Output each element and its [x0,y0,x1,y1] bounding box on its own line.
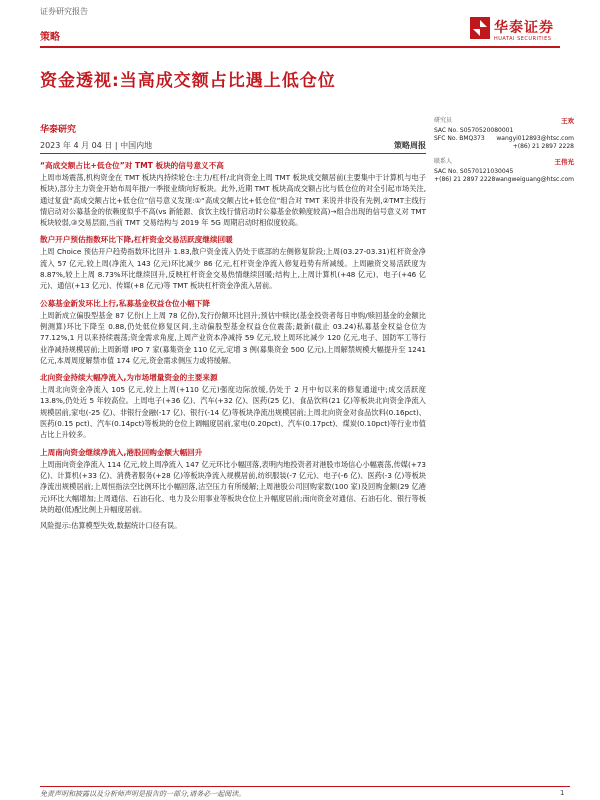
logo-text-cn: 华泰证券 [494,20,554,36]
analyst-name: 王欢 [561,117,574,125]
analyst-contact: SAC No. S0570121030045 wangweiguang@htsc.com [434,168,574,183]
page-number: 1 [560,789,565,797]
dateline-divider [40,153,426,154]
dateline: 2023 年 4 月 04 日 | 中国内地 策略周报 [40,141,426,150]
section-heading: 北向资金持续大幅净流入,为市场增量资金的主要来源 [40,373,218,383]
section-funds [40,298,426,366]
section-signal [40,160,426,228]
section-paragraph: 上周北向资金净流入 105 亿元,较上上周(+110 亿元)强度边际放缓,仍处于 2 月中旬以来的修复通道中;成交活跃度 13.8%,仍处近 5 年较高位。上周电子(+36 亿)、汽车(+32 亿)、医药(25 亿)、食品饮料(21 亿)等板块北向资金净流入规模居前,家电(-25 亿)、非银行金融(-17 亿)、银行(-14 亿)等板块净流出规模居前;上周北向资金对食品饮料(0.16pct)、医药(0.15 pct)、汽车(0.14pct)等板块的仓位上调幅度居前,家电(0.20pct)、汽车(0.17pct)、煤炭(0.10pct)等行业市值占比上升较多。 [40,385,426,440]
analyst-email-link[interactable]: wangweiguang@htsc.com [495,176,574,183]
analyst-contact: SAC No. S0570520080001 wangyi012893@htsc.com [434,127,574,142]
section-heading: 散户开户预估指数环比下降,杠杆资金交易活跃度继续回暖 [40,235,233,245]
analyst-role: 联系人 [434,158,453,165]
firm-name: 华泰研究 [40,125,77,135]
section-heading: 上周南向资金继续净流入,港股回购金额大幅回升 [40,447,203,457]
section-paragraph: 上周新成立偏股型基金 87 亿份(上上周 78 亿份),发行份额环比回升;预估中赎比(基金投资者每日申购/赎回基金的金额比例测算)环比下降至 0.88,仍处低位修复区间,主动偏股型基金权益仓位震荡;最新(截止 03.24)私募基金权益仓位为 77.12%,1 月以来持续震荡;资金需求角度,上周产业资本净减持 59 亿元,较上周环比减少 120 亿元,电子、国防军工等行业净减持规模居前;上周新增 IPO 7 家(募集资金 110 亿元,定增 3 例(募集资金 500 亿元),上周解禁规模大幅提升至 1241 亿元,本周周度解禁市值 174 亿元,资金需求侧压力或将缓解。 [40,310,426,365]
section-paragraph: 上周 Choice 预估开户趋势指数环比回升 1.83,散户资金流入仍处于底部的左侧修复阶段;上周(03.27-03.31)杠杆资金净流入 57 亿元,较上周(净流入 143 亿元)环比减少 86 亿元,杠杆资金净流入修复趋势有所减缓。上周融资交易活跃度为 8.87%,较上上周 8.73%环比继续回升,反映杠杆资金交易热情继续回暖;结构上,上周计算机(+48 亿元)、电子(+46 亿元)、通信(+13 亿元)、传媒(+8 亿元)等 TMT 板块杠杆资金净流入居前。 [40,247,426,291]
report-date: 2023 年 4 月 04 日 [40,141,113,150]
analyst-contact: SFC No. BMQ373 +(86) 21 2897 2228 [434,135,574,150]
huatai-logo [470,15,570,49]
report-type-label: 证券研究报告 [40,7,88,16]
logo-text-en: HUATAI SECURITIES [494,36,552,42]
section-heading: “高成交额占比+低仓位”对 TMT 板块的信号意义不高 [40,161,224,170]
section-northbound [40,372,426,440]
section-tag: 策略 [40,32,60,43]
report-title: 资金透视:当高成交额占比遇上低仓位 [40,71,336,91]
section-heading: 公募基金新发环比上行,私募基金权益仓位小幅下降 [40,298,210,308]
header-divider [40,46,560,48]
report-category: 策略周报 [394,141,426,150]
report-body [40,160,426,531]
section-retail-leverage [40,234,426,291]
analyst-block-1 [434,117,574,151]
section-paragraph: 上周市场震荡,机构资金在 TMT 板块内持续轮仓:主力/杠杆/北向资金上周 TMT 板块成交额居前(主要集中于计算机与电子板块),部分主力资金开始布局年报/一季报业绩向好板块。此外,近期 TMT 板块高成交额占比与低仓位的对全引起市场关注,通过复盘“高成交额占比+低仓位”信号意义发现:①“高成交额占比+低仓位”组合对 TMT 来说并非没有先例,②TMT主线行情启动对公募基金的依赖度似乎不高(vs 新能源、食饮主线行情启动时公募基金依赖度较高)→组合出现的信号意义对 TMT 板块较弱,③交易层面,当前 TMT 交易结构与 2019 年 5G 周期启动时相似度较高。 [40,173,426,228]
analyst-email-link[interactable]: wangyi012893@htsc.com [496,135,574,142]
analyst-block-2: 联系人 王伟光 SAC No. S0570121030045 wangweiguang@htsc.com +(86) 21 2897 2228 [434,158,574,183]
analyst-role: 研究员 [434,117,453,124]
section-southbound [40,447,426,515]
disclaimer-footer: 免责声明和披露以及分析师声明是报告的一部分,请务必一起阅读。 [40,790,246,798]
footer-divider [40,786,570,787]
section-paragraph: 上周南向资金净流入 114 亿元,较上周净流入 147 亿元环比小幅回落,表明内地投资者对港股市场信心小幅震荡,传媒(+73 亿)、计算机(+33 亿)、消费者服务(+28 亿)等板块净流入规模居前,纺织服装(-7 亿元)、电子(-6 亿)、医药(-3 亿)等板块净流出规模居前;上周恒指法空比例环比小幅回落,沽空压力有所缓解;上周港股公司回购家数(100 家)及回购金额(29 亿港元)环比大幅增加;上周通信、石油石化、电力及公用事业等板块仓位上升幅度居前;南向资金对通信、石油石化、银行等板块的超(低)配比例上升幅度居前。 [40,459,426,514]
logo-mark-icon [470,17,490,39]
analyst-name: 王伟光 [554,158,574,166]
risk-warning: 风险提示:估算模型失效,数据统计口径有误。 [40,521,182,531]
report-region: 中国内地 [120,141,153,150]
